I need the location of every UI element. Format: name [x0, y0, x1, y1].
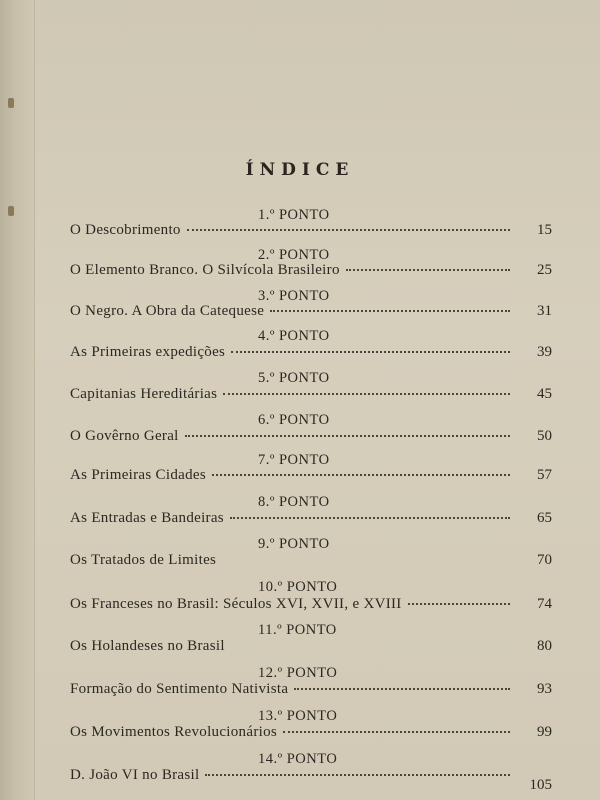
page-number: 99 [537, 724, 552, 740]
entry-line [70, 467, 552, 484]
entry-line [70, 428, 552, 445]
entry-line [70, 303, 552, 320]
ponto-heading: 6.º PONTO [258, 412, 330, 428]
ponto-heading: 4.º PONTO [258, 328, 330, 344]
entry-label: Os Movimentos Revolucionários [70, 724, 278, 740]
page-number: 70 [537, 552, 552, 568]
page-number: 105 [529, 777, 552, 793]
page-number: 65 [537, 510, 552, 526]
leader-dots [231, 351, 510, 353]
entry-line [70, 344, 552, 361]
leader-dots [205, 774, 510, 776]
leader-dots [187, 229, 510, 231]
entry-line [70, 262, 552, 279]
ponto-heading: 9.º PONTO [258, 536, 330, 552]
leader-dots [212, 474, 510, 476]
leader-dots [346, 269, 510, 271]
entry-line [70, 681, 552, 698]
leader-dots [283, 731, 510, 733]
page-number: 31 [537, 303, 552, 319]
entry-label: O Negro. A Obra da Catequese [70, 303, 265, 319]
leader-dots [222, 559, 510, 561]
entry-label: Os Holandeses no Brasil [70, 638, 225, 654]
page-number: 50 [537, 428, 552, 444]
leader-dots [270, 310, 510, 312]
ponto-heading: 13.º PONTO [258, 708, 338, 724]
entry-line [70, 552, 552, 569]
ponto-heading: 3.º PONTO [258, 288, 330, 304]
entry-label: As Primeiras expedições [70, 344, 226, 360]
entry-line [70, 767, 552, 793]
entry-label: As Entradas e Bandeiras [70, 510, 224, 526]
entry-label: O Govêrno Geral [70, 428, 179, 444]
entry-label: Formação do Sentimento Nativista [70, 681, 289, 697]
leader-dots [294, 688, 510, 690]
entry-label: Capitanias Hereditárias [70, 386, 218, 402]
entry-label: Os Tratados de Limites [70, 552, 217, 568]
entry-line [70, 638, 552, 655]
page-number: 25 [537, 262, 552, 278]
entry-label: O Elemento Branco. O Silvícola Brasileiro [70, 262, 340, 278]
entry-line [70, 386, 552, 403]
leader-dots [231, 645, 510, 647]
entry-line [70, 724, 552, 741]
page-title: ÍNDICE [245, 160, 355, 180]
entry-label: O Descobrimento [70, 222, 181, 238]
entry-line [70, 596, 552, 613]
page-number: 45 [537, 386, 552, 402]
page-number: 80 [537, 638, 552, 654]
entry-label: Os Franceses no Brasil: Séculos XVI, XVII, e XVIII [70, 596, 402, 612]
ponto-heading: 12.º PONTO [258, 665, 338, 681]
leader-dots [230, 517, 510, 519]
ponto-heading: 14.º PONTO [258, 751, 338, 767]
leader-dots [223, 393, 510, 395]
page-number: 57 [537, 467, 552, 483]
ponto-heading: 5.º PONTO [258, 370, 330, 386]
ponto-heading: 8.º PONTO [258, 494, 330, 510]
leader-dots [408, 603, 510, 605]
page-number: 39 [537, 344, 552, 360]
entry-line [70, 222, 552, 239]
entry-label: D. João VI no Brasil [70, 767, 200, 783]
page-number: 15 [537, 222, 552, 238]
ponto-heading: 11.º PONTO [258, 622, 337, 638]
leader-dots [185, 435, 510, 437]
ponto-heading: 2.º PONTO [258, 247, 330, 263]
entry-label: As Primeiras Cidades [70, 467, 206, 483]
ponto-heading: 7.º PONTO [258, 452, 330, 468]
page-number: 74 [537, 596, 552, 612]
entry-line [70, 510, 552, 527]
ponto-heading: 1.º PONTO [258, 207, 330, 223]
ponto-heading: 10.º PONTO [258, 579, 338, 595]
page-number: 93 [537, 681, 552, 697]
